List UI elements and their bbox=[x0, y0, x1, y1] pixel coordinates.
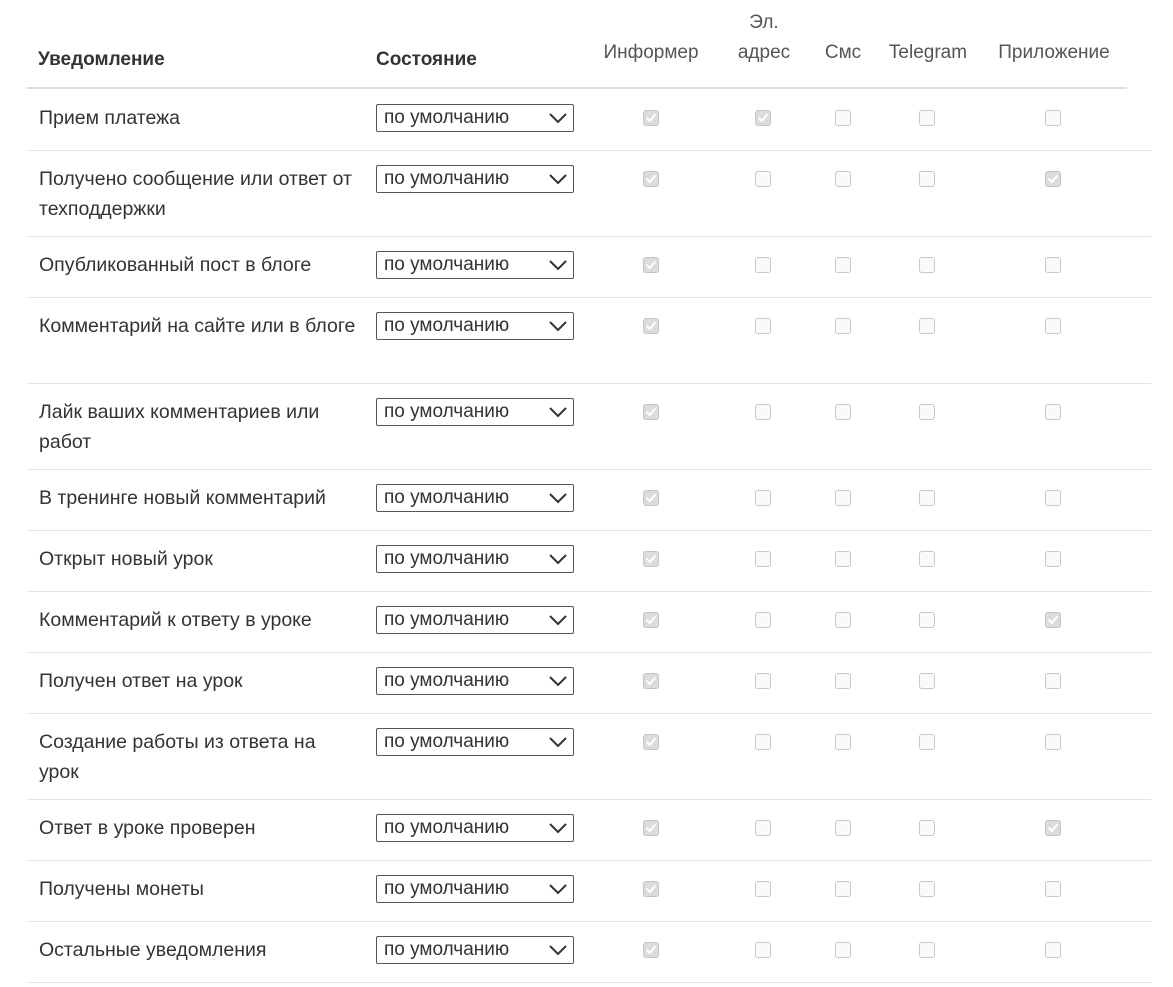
table-row bbox=[27, 470, 1151, 531]
header-sms: Смс bbox=[824, 42, 862, 63]
chevron-down-icon bbox=[548, 256, 568, 274]
checkbox-informer[interactable] bbox=[643, 257, 659, 273]
notifications-table bbox=[27, 0, 1151, 983]
state-select-value: по умолчанию bbox=[384, 670, 510, 691]
state-select-value: по умолчанию bbox=[384, 548, 510, 569]
checkbox-email[interactable] bbox=[755, 257, 771, 273]
checkbox-app[interactable] bbox=[1045, 110, 1061, 126]
checkbox-email[interactable] bbox=[755, 881, 771, 897]
checkbox-sms[interactable] bbox=[835, 612, 851, 628]
checkbox-email[interactable] bbox=[755, 551, 771, 567]
chevron-down-icon bbox=[548, 819, 568, 837]
checkbox-email[interactable] bbox=[755, 734, 771, 750]
state-select[interactable] bbox=[376, 606, 574, 634]
state-select[interactable] bbox=[376, 251, 574, 279]
header-informer: Информер bbox=[603, 42, 699, 63]
table-row bbox=[27, 922, 1151, 983]
chevron-down-icon bbox=[548, 403, 568, 421]
checkbox-app[interactable] bbox=[1045, 257, 1061, 273]
table-row bbox=[27, 384, 1151, 470]
state-select[interactable] bbox=[376, 104, 574, 132]
chevron-down-icon bbox=[548, 317, 568, 335]
checkbox-email[interactable] bbox=[755, 110, 771, 126]
table-row bbox=[27, 714, 1151, 800]
checkbox-app[interactable] bbox=[1045, 881, 1061, 897]
checkbox-app[interactable] bbox=[1045, 820, 1061, 836]
notification-name: Прием платежа bbox=[39, 107, 181, 129]
state-select-value: по умолчанию bbox=[384, 731, 510, 752]
checkbox-email[interactable] bbox=[755, 404, 771, 420]
checkbox-app[interactable] bbox=[1045, 612, 1061, 628]
checkbox-sms[interactable] bbox=[835, 820, 851, 836]
table-body bbox=[27, 90, 1151, 983]
state-select-value: по умолчанию bbox=[384, 487, 510, 508]
checkbox-informer[interactable] bbox=[643, 551, 659, 567]
state-select-value: по умолчанию bbox=[384, 315, 510, 336]
state-select[interactable] bbox=[376, 545, 574, 573]
chevron-down-icon bbox=[548, 489, 568, 507]
table-row bbox=[27, 298, 1151, 384]
chevron-down-icon bbox=[548, 672, 568, 690]
header-notification: Уведомление bbox=[38, 49, 165, 70]
chevron-down-icon bbox=[548, 941, 568, 959]
checkbox-informer[interactable] bbox=[643, 673, 659, 689]
checkbox-telegram[interactable] bbox=[919, 820, 935, 836]
checkbox-sms[interactable] bbox=[835, 318, 851, 334]
state-select-value: по умолчанию bbox=[384, 107, 510, 128]
notification-name: Получен ответ на урок bbox=[39, 670, 243, 692]
checkbox-informer[interactable] bbox=[643, 490, 659, 506]
state-select[interactable] bbox=[376, 875, 574, 903]
checkbox-telegram[interactable] bbox=[919, 612, 935, 628]
chevron-down-icon bbox=[548, 611, 568, 629]
notification-name: Получено сообщение или ответ от техподдержки bbox=[39, 168, 352, 220]
checkbox-app[interactable] bbox=[1045, 673, 1061, 689]
checkbox-telegram[interactable] bbox=[919, 110, 935, 126]
notification-name: Опубликованный пост в блоге bbox=[39, 254, 312, 276]
state-select-value: по умолчанию bbox=[384, 817, 510, 838]
state-select-value: по умолчанию bbox=[384, 401, 510, 422]
checkbox-informer[interactable] bbox=[643, 734, 659, 750]
checkbox-sms[interactable] bbox=[835, 551, 851, 567]
table-row bbox=[27, 90, 1151, 151]
state-select-value: по умолчанию bbox=[384, 878, 510, 899]
checkbox-email[interactable] bbox=[755, 820, 771, 836]
checkbox-telegram[interactable] bbox=[919, 673, 935, 689]
checkbox-email[interactable] bbox=[755, 490, 771, 506]
checkbox-telegram[interactable] bbox=[919, 171, 935, 187]
state-select[interactable] bbox=[376, 398, 574, 426]
checkbox-app[interactable] bbox=[1045, 942, 1061, 958]
state-select[interactable] bbox=[376, 728, 574, 756]
checkbox-telegram[interactable] bbox=[919, 734, 935, 750]
state-select-value: по умолчанию bbox=[384, 254, 510, 275]
checkbox-telegram[interactable] bbox=[919, 318, 935, 334]
checkbox-sms[interactable] bbox=[835, 171, 851, 187]
checkbox-informer[interactable] bbox=[643, 942, 659, 958]
chevron-down-icon bbox=[548, 550, 568, 568]
table-row bbox=[27, 531, 1151, 592]
table-row bbox=[27, 237, 1151, 298]
checkbox-sms[interactable] bbox=[835, 110, 851, 126]
checkbox-sms[interactable] bbox=[835, 404, 851, 420]
checkbox-informer[interactable] bbox=[643, 171, 659, 187]
notification-name: Остальные уведомления bbox=[39, 939, 267, 961]
checkbox-sms[interactable] bbox=[835, 673, 851, 689]
checkbox-sms[interactable] bbox=[835, 942, 851, 958]
checkbox-app[interactable] bbox=[1045, 734, 1061, 750]
state-select[interactable] bbox=[376, 667, 574, 695]
checkbox-sms[interactable] bbox=[835, 257, 851, 273]
header-email: Эл. адрес bbox=[737, 12, 791, 63]
table-header bbox=[27, 0, 1151, 90]
checkbox-informer[interactable] bbox=[643, 110, 659, 126]
checkbox-telegram[interactable] bbox=[919, 881, 935, 897]
checkbox-telegram[interactable] bbox=[919, 551, 935, 567]
checkbox-informer[interactable] bbox=[643, 881, 659, 897]
notification-name: Комментарий к ответу в уроке bbox=[39, 609, 312, 631]
table-row bbox=[27, 151, 1151, 237]
checkbox-telegram[interactable] bbox=[919, 942, 935, 958]
notification-name: Лайк ваших комментариев или работ bbox=[39, 401, 320, 453]
notification-name: Открыт новый урок bbox=[39, 548, 213, 570]
checkbox-email[interactable] bbox=[755, 612, 771, 628]
notification-name: Получены монеты bbox=[39, 878, 204, 900]
checkbox-telegram[interactable] bbox=[919, 257, 935, 273]
checkbox-email[interactable] bbox=[755, 942, 771, 958]
checkbox-email[interactable] bbox=[755, 673, 771, 689]
table-row bbox=[27, 861, 1151, 922]
table-row bbox=[27, 800, 1151, 861]
checkbox-email[interactable] bbox=[755, 318, 771, 334]
checkbox-app[interactable] bbox=[1045, 318, 1061, 334]
state-select-value: по умолчанию bbox=[384, 939, 510, 960]
checkbox-sms[interactable] bbox=[835, 734, 851, 750]
chevron-down-icon bbox=[548, 170, 568, 188]
header-app: Приложение bbox=[998, 42, 1110, 63]
checkbox-app[interactable] bbox=[1045, 490, 1061, 506]
checkbox-app[interactable] bbox=[1045, 404, 1061, 420]
state-select[interactable] bbox=[376, 484, 574, 512]
state-select[interactable] bbox=[376, 936, 574, 964]
checkbox-email[interactable] bbox=[755, 171, 771, 187]
table-row bbox=[27, 592, 1151, 653]
state-select[interactable] bbox=[376, 312, 574, 340]
notification-name: Комментарий на сайте или в блоге bbox=[39, 315, 356, 337]
header-telegram: Telegram bbox=[888, 42, 968, 63]
state-select-value: по умолчанию bbox=[384, 168, 510, 189]
chevron-down-icon bbox=[548, 880, 568, 898]
state-select-value: по умолчанию bbox=[384, 609, 510, 630]
checkbox-telegram[interactable] bbox=[919, 404, 935, 420]
checkbox-sms[interactable] bbox=[835, 881, 851, 897]
checkbox-telegram[interactable] bbox=[919, 490, 935, 506]
checkbox-informer[interactable] bbox=[643, 820, 659, 836]
checkbox-app[interactable] bbox=[1045, 551, 1061, 567]
table-row bbox=[27, 653, 1151, 714]
checkbox-informer[interactable] bbox=[643, 612, 659, 628]
chevron-down-icon bbox=[548, 109, 568, 127]
chevron-down-icon bbox=[548, 733, 568, 751]
notification-name: Создание работы из ответа на урок bbox=[39, 731, 316, 783]
checkbox-informer[interactable] bbox=[643, 318, 659, 334]
state-select[interactable] bbox=[376, 814, 574, 842]
header-divider bbox=[27, 87, 1127, 89]
header-state: Состояние bbox=[376, 49, 477, 70]
notification-name: Ответ в уроке проверен bbox=[39, 817, 256, 839]
state-select[interactable] bbox=[376, 165, 574, 193]
checkbox-app[interactable] bbox=[1045, 171, 1061, 187]
checkbox-informer[interactable] bbox=[643, 404, 659, 420]
notification-name: В тренинге новый комментарий bbox=[39, 487, 326, 509]
checkbox-sms[interactable] bbox=[835, 490, 851, 506]
